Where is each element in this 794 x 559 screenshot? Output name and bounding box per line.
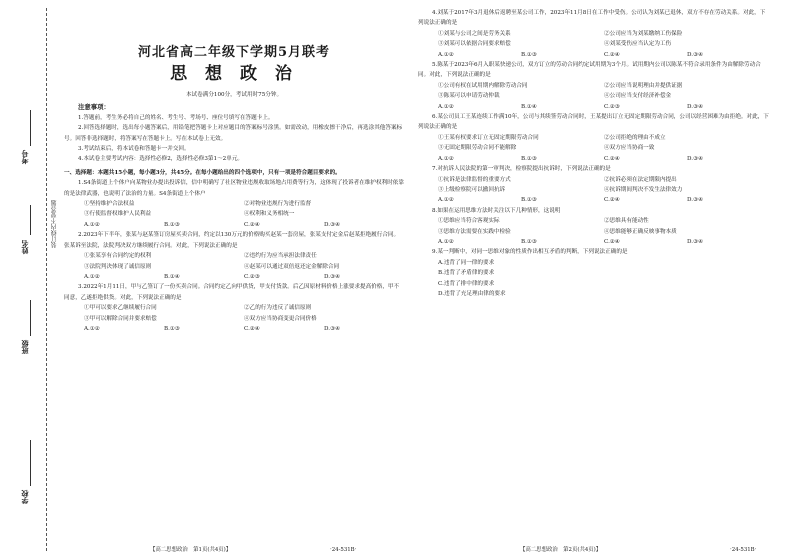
statement: ④抗诉期间判决不发生法律效力 xyxy=(604,186,683,193)
page-right xyxy=(418,8,770,299)
answer-option[interactable]: B.①③ xyxy=(521,197,537,204)
statement-row xyxy=(418,175,770,185)
field-exam-number[interactable] xyxy=(30,110,31,146)
section-heading: 一、选择题：本题共15小题，每小题3分，共45分。在每小题给出的四个选项中，只有一项是符合题目要求的。 xyxy=(64,169,341,176)
answer-option[interactable]: C.②④ xyxy=(604,238,620,245)
statement-row xyxy=(64,314,404,324)
answer-option[interactable]: A.①② xyxy=(438,238,454,245)
answer-option[interactable]: B.①③ xyxy=(164,325,180,332)
statement: ②公司应当说明理由并提供证据 xyxy=(604,82,683,89)
field-class[interactable] xyxy=(30,300,31,336)
statement-row xyxy=(418,227,770,237)
statement-row xyxy=(64,262,404,272)
footer-right-page: 【高二思想政治 第2页(共4页)】 xyxy=(520,547,602,553)
answer-row xyxy=(64,272,404,282)
footer-left-code: ·24-531B· xyxy=(330,547,357,553)
answer-option[interactable]: C.②④ xyxy=(244,221,260,228)
answer-row xyxy=(64,220,404,230)
footer-left-page: 【高二思想政治 第1页(共4页)】 xyxy=(150,547,232,553)
note-item: 3.考试结束后，将本试卷和答题卡一并交回。 xyxy=(78,146,190,153)
statement: ④赵某可以通过双倍返还定金解除合同 xyxy=(244,263,340,270)
answer-option[interactable]: B.①③ xyxy=(521,51,537,58)
statement-row xyxy=(418,185,770,195)
label-class: 班级 xyxy=(20,340,29,354)
answer-option[interactable]: D.③④ xyxy=(324,273,341,280)
statement: ③法院判决体现了诚信原则 xyxy=(84,263,152,270)
statement: ②公司拒绝的理由不成立 xyxy=(604,134,666,141)
answer-option[interactable]: C.②④ xyxy=(604,155,620,162)
answer-row xyxy=(418,237,770,247)
note-item: 4.本试卷主要考试内容：选择性必修2，选择性必修3第1～2单元。 xyxy=(78,156,244,163)
question-stem: 3.2022年1月11日，甲与乙签订了一份买卖合同。合同约定乙向甲供货，甲支付货款。后乙因原材料价格上涨要求提高价格，甲不同意，乙遂拒绝供货。对此，下列说法正确的是 xyxy=(64,284,400,301)
statement: ①甲可以要求乙继续履行合同 xyxy=(84,305,157,312)
statement: ③无固定期限劳动合同不能解除 xyxy=(438,145,517,152)
question-stem: 7.对抗诉人民法院的第一审判决，检察院提出抗诉时，下列说法正确的是 xyxy=(432,166,611,173)
statement-row xyxy=(418,216,770,226)
statement-row xyxy=(418,91,770,101)
choice-option[interactable]: B.违背了矛盾律的要求 xyxy=(438,270,495,277)
statement: ②乙的行为违反了诚信原则 xyxy=(244,305,312,312)
binding-margin xyxy=(0,0,62,559)
answer-row xyxy=(418,50,770,60)
statement: ①刘某与公司之间是劳务关系 xyxy=(438,30,511,37)
note-item: 1.答题前，考生务必将自己的姓名、考生号、考场号、座位号填写在答题卡上。 xyxy=(78,114,274,121)
label-exam-number: 考号 xyxy=(20,150,29,164)
answer-option[interactable]: D.③④ xyxy=(687,103,704,110)
answer-option[interactable]: D.③④ xyxy=(687,238,704,245)
statement: ③刘某可以依据合同要求赔偿 xyxy=(438,41,511,48)
statement: ②抗诉必须在法定期限内提出 xyxy=(604,176,677,183)
label-school: 学校 xyxy=(20,490,29,504)
exam-info: 本试卷满分100分，考试用时75分钟。 xyxy=(185,92,283,98)
statement: ④权利和义务相统一 xyxy=(244,211,295,218)
answer-option[interactable]: D.③④ xyxy=(324,221,341,228)
statement: ③上级检察院可以撤回抗诉 xyxy=(438,186,506,193)
statement: ④思维能够正确反映事物本质 xyxy=(604,228,677,235)
statement: ②思维具有能动性 xyxy=(604,218,649,225)
question-stem: 4.刘某于2017年3月退休后返聘至某公司工作，2023年11月8日在工作中受伤。公司认为刘某已退休，双方不存在劳动关系。对此，下列说法正确的是 xyxy=(418,10,766,27)
question-stem: 6.某公司员工王某连续工作满10年，公司与其续签劳动合同时，王某提出订立无固定期限劳动合同，公司以经营困难为由拒绝。对此，下列说法正确的是 xyxy=(418,114,769,131)
statement: ④刘某受伤应当认定为工伤 xyxy=(604,41,672,48)
statement: ①抗诉是法律监督的重要方式 xyxy=(438,176,511,183)
statement: ④双方应当协商变更合同价格 xyxy=(244,315,317,322)
label-name: 姓名 xyxy=(20,240,29,254)
answer-option[interactable]: C.②③ xyxy=(604,103,620,110)
statement: ①王某有权要求订立无固定期限劳动合同 xyxy=(438,134,539,141)
answer-option[interactable]: C.②③ xyxy=(244,273,260,280)
answer-option[interactable]: A.①② xyxy=(438,51,454,58)
answer-option[interactable]: D.③④ xyxy=(687,197,704,204)
note-item: 2.回答选择题时，选出每小题答案后，用铅笔把答题卡上对应题目的答案标号涂黑。如需改动，用橡皮擦干净后，再选涂其他答案标号。回答非选择题时，将答案写在答题卡上。写在本试卷上无效。 xyxy=(64,125,403,142)
answer-option[interactable]: A.①② xyxy=(438,103,454,110)
answer-option[interactable]: D.③④ xyxy=(687,51,704,58)
answer-option[interactable]: A.①② xyxy=(84,325,100,332)
statement-row xyxy=(64,199,404,209)
statement-row xyxy=(418,143,770,153)
statement: ②对物业违规行为进行监督 xyxy=(244,201,312,208)
field-name[interactable] xyxy=(30,205,31,235)
statement: ④公司应当支付经济补偿金 xyxy=(604,93,672,100)
statement-row xyxy=(418,39,770,49)
answer-option[interactable]: A.①② xyxy=(84,273,100,280)
answer-option[interactable]: C.②④ xyxy=(604,51,620,58)
question-stem: 2.2023年下半年，张某与赵某签订房屋买卖合同，约定以130万元的价格购买赵某一套房屋，张某支付定金后赵某拒绝履行合同。张某诉至法院，法院判决双方继续履行合同。对此，下列说法正确的是 xyxy=(64,232,400,249)
statement-row xyxy=(64,303,404,313)
statement: ②公司应当为刘某缴纳工伤保险 xyxy=(604,30,683,37)
binding-line xyxy=(46,8,47,551)
statement: ③行使监督权维护人民利益 xyxy=(84,211,152,218)
answer-option[interactable]: B.①④ xyxy=(164,273,180,280)
answer-option[interactable]: B.①③ xyxy=(164,221,180,228)
notes-title: 注意事项： xyxy=(78,103,110,112)
answer-option[interactable]: C.②④ xyxy=(244,325,260,332)
question-stem: 8.如果在运用思维方法时关注以下几种情形，这说明 xyxy=(432,207,561,214)
question-stem: 5.陈某于2023年6月入职某快递公司，双方订立的劳动合同约定试用期为3个月。试用期内公司以陈某不符合录用条件为由解除劳动合同。对此，下列说法正确的是 xyxy=(418,62,761,79)
statement: ②违约行为应当承担法律责任 xyxy=(244,253,317,260)
choice-option[interactable]: C.违背了排中律的要求 xyxy=(438,280,495,287)
answer-option[interactable]: A.①② xyxy=(84,221,100,228)
question-stem: 9.某一判断中，对同一思维对象的性质作出相互矛盾的判断，下列说法正确的是 xyxy=(432,249,628,256)
answer-option[interactable]: D.③④ xyxy=(687,155,704,162)
answer-option[interactable]: B.①③ xyxy=(521,238,537,245)
statement-row xyxy=(418,29,770,39)
statement: ③陈某可以申请劳动仲裁 xyxy=(438,93,500,100)
page-left xyxy=(64,8,404,334)
statement: ①张某享有合同约定的权利 xyxy=(84,253,152,260)
question-stem: 1.S4条街道上个体户向某物业办提出投诉信，信中明确写了社区物业违规收取场地占用费等行为，这体现了投诉者在维护权利时依靠的是法律武器，也说明了法治的力量。S4条街道上个体户 xyxy=(64,180,404,197)
answer-option[interactable]: B.①③ xyxy=(521,155,537,162)
statement-row xyxy=(418,81,770,91)
statement: ①思维应当符合客观实际 xyxy=(438,218,500,225)
statement-row xyxy=(64,251,404,261)
choice-option[interactable]: A.违背了同一律的要求 xyxy=(438,259,495,266)
subject-title: 思 想 政 治 xyxy=(170,64,298,84)
statement: ①坚持维护合法权益 xyxy=(84,201,135,208)
answer-row xyxy=(418,102,770,112)
choice-option[interactable]: D.违背了充足理由律的要求 xyxy=(438,290,506,297)
statement: ①公司有权在试用期内解除劳动合同 xyxy=(438,82,528,89)
answer-option[interactable]: C.②④ xyxy=(604,197,620,204)
statement-row xyxy=(64,209,404,219)
answer-row xyxy=(418,195,770,205)
answer-row xyxy=(64,324,404,334)
exam-title: 河北省高二年级下学期5月联考 xyxy=(137,45,331,60)
statement-row xyxy=(418,133,770,143)
statement: ③甲可以解除合同并要求赔偿 xyxy=(84,315,157,322)
statement: ④双方应当协商一致 xyxy=(604,145,655,152)
answer-row xyxy=(418,154,770,164)
binding-note: 装订线内不要答题 xyxy=(51,200,58,248)
statement: ③思维方法需要在实践中检验 xyxy=(438,228,511,235)
answer-option[interactable]: B.①④ xyxy=(521,103,537,110)
answer-option[interactable]: D.③④ xyxy=(324,325,341,332)
answer-option[interactable]: A.①② xyxy=(438,155,454,162)
field-school[interactable] xyxy=(30,440,31,486)
footer-right-code: ·24-531B· xyxy=(730,547,757,553)
answer-option[interactable]: A.①② xyxy=(438,197,454,204)
